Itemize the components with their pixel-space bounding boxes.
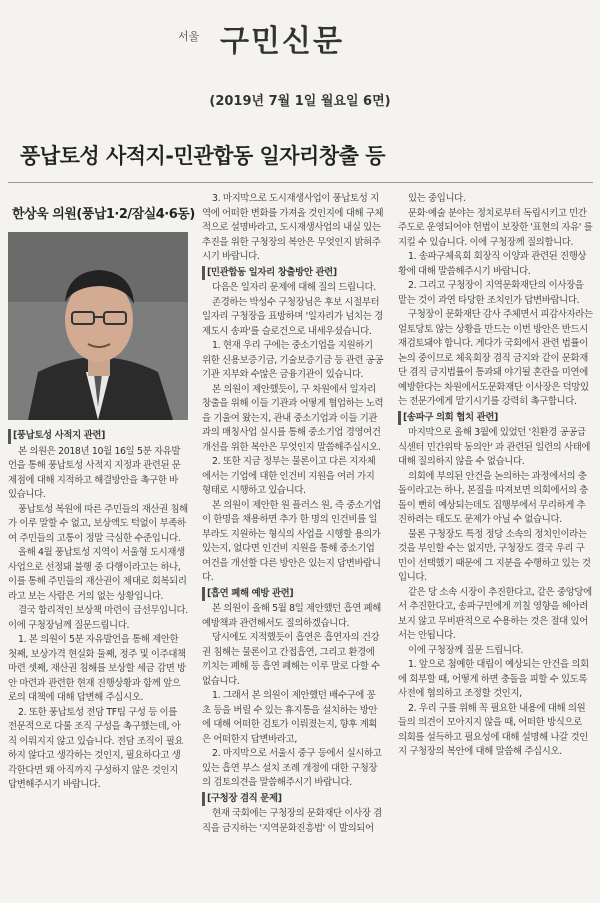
paragraph: 1. 그래서 본 의원이 제안했던 배수구에 꽁초 등을 버릴 수 있는 휴지통을 설치하는 방안에 대해 어떠한 검토가 이뤄졌는지, 향후 계획은 어떠한지 답변바라고,: [202, 690, 378, 745]
paragraph: 결국 합리적인 보상책 마련이 급선무입니다. 이에 구청장님께 질문드립니다.: [8, 605, 188, 631]
dateline: (2019년 7월 1일 월요일 6면): [209, 94, 391, 109]
article-column-2: [202, 192, 384, 836]
paragraph: 2. 또한 지금 정부는 물론이고 다른 지자체에서는 기업에 대한 인건비 지원을 여러 가지 형태로 시행하고 있습니다.: [202, 456, 376, 496]
paragraph: 현재 국회에는 구청장의 문화재단 이사장 겸직을 금지하는 '지역문화진흥법' 이 발의되어: [202, 808, 382, 834]
newspaper-logo: 구민신문: [220, 24, 344, 59]
article-column-1: [8, 428, 188, 793]
paragraph: 2. 우리 구를 위해 꼭 필요한 내용에 대해 의원들의 의견이 모아지지 않을 때, 어떠한 방식으로 의회를 설득하고 필요성에 대해 설명해 나갈 것인지 구청장의 복안에 대해 말씀해 주십시오.: [398, 702, 588, 757]
byline: 한상욱 의원(풍납1·2/잠실4·6동): [12, 207, 195, 222]
paragraph: 당시에도 지적했듯이 흡연은 흡연자의 건강권 침해는 물론이고 간접흡연, 그리고 환경에 끼치는 폐해 등 흡연 폐해는 이루 말로 다할 수 없습니다.: [202, 632, 380, 687]
paragraph: 본 의원이 제안한 원 플러스 원, 즉 중소기업이 한명을 채용하면 추가 한 명의 인건비를 일부라도 지원하는 형식의 사업을 시행할 용의가 있는지, 없다면 인건비 지원을 통해 중소기업 여건을 개선할 다른 방안은 있는지 답변바랍니다.: [202, 499, 382, 583]
paragraph: 문화·예술 분야는 정치로부터 독립시키고 민간주도로 운영되어야 헌법이 보장한 '표현의 자유' 를 지킬 수 있습니다. 이에 구청장께 질의합니다.: [398, 207, 593, 248]
portrait-photo: [8, 232, 188, 420]
paragraph: 존경하는 박성수 구청장님은 후보 시절부터 일자리 구청장을 표방하며 '일자리가 넘치는 경제도시 송파'를 슬로건으로 내세우셨습니다.: [202, 296, 383, 337]
article-column-3: [398, 192, 593, 760]
section-heading: [민관합동 일자리 창출방안 관련]: [202, 266, 384, 281]
paragraph: 마지막으로 올해 3월에 있었던 '친환경 공공급식센터 민간위탁 동의안' 과 관련된 일련의 사태에 대해 질의하지 않을 수 없습니다.: [398, 427, 591, 467]
section-heading: [송파구 의회 협치 관련]: [398, 411, 593, 426]
paragraph: 1. 송파구체육회 회장직 이양과 관련된 진행상황에 대해 말씀해주시기 바랍니다.: [398, 251, 587, 277]
paragraph: 2. 마지막으로 서울시 중구 등에서 실시하고 있는 흡연 부스 설치 조례 개정에 대한 구청장의 검토의견을 말씀해주시기 바랍니다.: [202, 748, 382, 788]
paragraph: 1. 현재 우리 구에는 중소기업을 지원하기 위한 신용보증기금, 기술보증기금 등 관련 공공기관 지부와 수많은 금융기관이 있습니다.: [202, 340, 384, 380]
portrait-illustration: [8, 232, 188, 420]
paragraph: 물론 구청장도 특정 정당 소속의 정치인이라는 것을 부인할 수는 없지만, 구청장도 결국 우리 구민이 선택했기 때문에 그 지분을 수행하고 있는 것입니다.: [398, 528, 591, 583]
paragraph: 1. 본 의원이 5분 자유발언을 통해 제안한 첫째, 보상가격 현실화 둘째, 정주 및 이주대책 마련 셋째, 재산권 침해를 보상할 세금 감면 방안 마련과 관련한 현재 진행상황과 함께 앞으로의 대책에 대해 답변해 주십시오.: [8, 634, 186, 703]
paragraph: 있는 중입니다.: [408, 193, 466, 204]
masthead: [0, 14, 600, 59]
paragraph: 3. 마지막으로 도시재생사업이 풍납토성 지역에 어떠한 변화를 가져올 것인지에 대해 구체적으로 설명바라고, 도시재생사업의 내실 있는 추진을 위한 구청장의 복안은 무엇인지 밝혀주시기 바랍니다.: [202, 193, 384, 262]
paragraph: 2. 그리고 구청장이 지역문화재단의 이사장을 맡는 것이 과연 타당한 조치인가 답변바랍니다.: [398, 280, 584, 306]
paragraph: 의회에 부의된 안건을 논의하는 과정에서의 충돌이라고는 하나, 본질을 따져보면 의회에서의 충돌이 뻔히 예상되는데도 집행부에서 무리하게 추진하려는 태도도 문제가 아닐 수 없습니다.: [398, 470, 588, 525]
paragraph: 올해 4월 풍납토성 지역이 서울형 도시재생사업으로 선정돼 불행 중 다행이라고는 하나, 이를 통해 주민들의 재산권이 제대로 회복되리라고 보는 사람은 거의 없는 상황입니다.: [8, 547, 187, 602]
masthead-region: 서울: [178, 30, 200, 43]
section-heading: [흡연 폐해 예방 관련]: [202, 587, 384, 602]
paragraph: 풍납토성 복원에 따른 주민들의 재산권 침해가 이루 말할 수 없고, 보상액도 턱없이 부족하여 주민들의 고통이 정말 극심한 수준입니다.: [8, 503, 188, 544]
section-heading: [풍납토성 사적지 관련]: [8, 429, 188, 444]
paragraph: 본 의원이 올해 5월 8일 제안했던 흡연 폐해 예방책과 관련해서도 질의하겠습니다.: [202, 603, 381, 629]
paragraph: 1. 앞으로 첨예한 대립이 예상되는 안건을 의회에 회부할 때, 어떻게 하면 충돌을 피할 수 있도록 사전에 협의하고 조정할 것인지,: [398, 659, 589, 699]
section-heading: [구청장 겸직 문제]: [202, 792, 384, 807]
paragraph: 다음은 일자리 문제에 대해 질의 드립니다.: [212, 282, 376, 293]
paragraph: 같은 당 소속 시장이 추진한다고, 같은 중앙당에서 추진한다고, 송파구민에게 끼칠 영향을 헤아려보지 않고 무비판적으로 수용하는 것은 절대 있어서는 안됩니다.: [398, 586, 592, 641]
paragraph: 본 의원이 제안했듯이, 구 차원에서 일자리 창출을 위해 이들 기관과 어떻게 협업하는 노력을 기울여 왔는지, 관내 중소기업과 이들 기관과의 매칭사업 실시를 통해 중소기업 경영여건 개선을 위한 복안은 무엇인지 말씀해주십시오.: [202, 383, 384, 453]
paragraph: 2. 또한 풍납토성 전담 TF팀 구성 등 이를 전문적으로 다룰 조직 구성을 촉구했는데, 아직 이뤄지지 않고 있습니다. 전담 조직이 필요하지 않다고 생각하는 것인지, 필요하다고 생각한다면 왜 아직까지 구성하지 않은 것인지 답변해주시기 바랍니다.: [8, 706, 184, 790]
paragraph: 이에 구청장께 질문 드립니다.: [408, 644, 523, 656]
paragraph: 본 의원은 2018년 10월 16일 5분 자유발언을 통해 풍납토성 사적지 지정과 관련된 문제점에 대해 지적하고 해결방안을 촉구한 바 있습니다.: [8, 445, 181, 500]
headline-rule: [8, 182, 593, 183]
paragraph: 구청장이 문화재단 감사 주체면서 피감사자라는 얼토당토 않는 상황을 만드는 이번 방안은 반드시 재검토돼야 합니다. 게다가 국회에서 관련 법률이 논의 중이므로 체육회장 겸직 금지와 같이 문화재단 겸직 금지법률이 통과돼 야기될 혼란을 미연에 예방한다는 차원에서도문화재단 이사장은 덕망있는 전문가에게 맡기시기를 강력히 촉구합니다.: [398, 309, 593, 407]
headline: 풍납토성 사적지-민관합동 일자리창출 등: [20, 144, 386, 168]
